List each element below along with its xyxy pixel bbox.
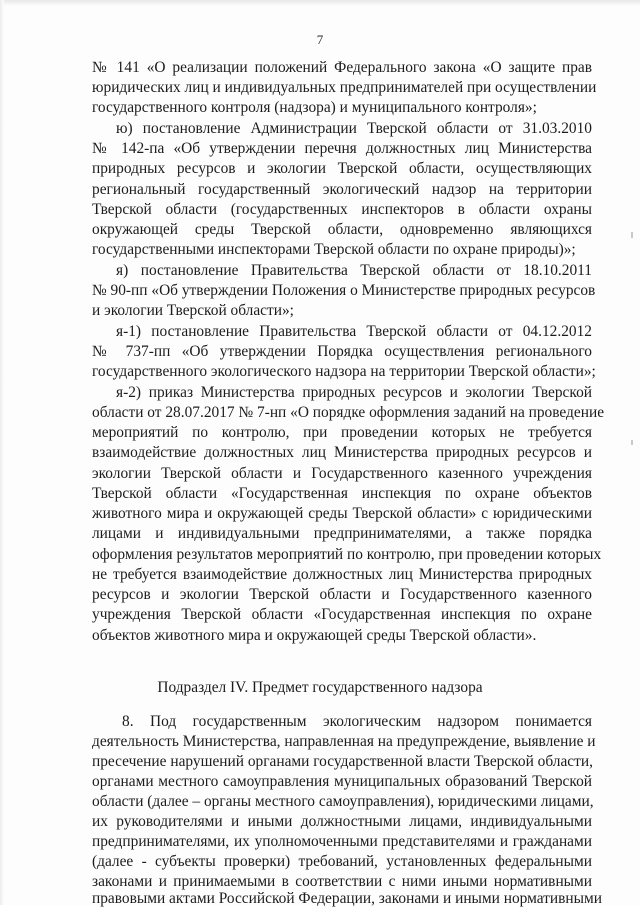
text-line: области от 28.07.2017 № 7-нп «О порядке оформления заданий на проведение [92,404,605,421]
text-line: ю) постановление Администрации Тверской области от 31.03.2010 [116,120,592,137]
text-line: Тверской области «Государственная инспекция по охране объектов [92,485,592,502]
text-line: ресурсов и экологии Тверской области и Государственного казенного [92,586,592,603]
section-heading: Подраздел IV. Предмет государственного надзора [157,679,483,696]
text-line: животного мира и окружающей среды Тверской области» с юридическими [92,505,592,522]
text-line: лицами и индивидуальными предпринимателями, а также порядка [92,525,592,542]
text-line: органами местного самоуправления муниципальных образований Тверской [92,773,592,790]
text-line: № 737-пп «Об утверждении Порядка осуществления регионального [92,343,592,360]
text-line: оформления результатов мероприятий по контролю, при проведении которых [92,546,602,563]
scan-artifact [631,440,633,445]
text-line: государственными инспекторами Тверской области по охране природы)»; [92,241,576,258]
text-line: деятельность Министерства, направленная на предупреждение, выявление и [92,733,596,750]
text-line: природных ресурсов и экологии Тверской области, осуществляющих [92,160,592,177]
text-line: № 142-па «Об утверждении перечня должностных лиц Министерства [92,140,592,157]
text-line: я-2) приказ Министерства природных ресурсов и экологии Тверской [116,384,592,401]
text-line: окружающей среды Тверской области, одновременно являющихся [92,221,592,238]
text-line: взаимодействие должностных лиц Министерства природных ресурсов и [92,444,592,461]
text-line: не требуется взаимодействие должностных лиц Министерства природных [92,566,592,583]
text-line: объектов животного мира и окружающей среды Тверской области». [92,627,537,644]
scan-artifact [631,232,633,238]
page-number: 7 [316,32,324,47]
text-line: (далее - субъекты проверки) требований, установленных федеральными [92,853,592,870]
text-line: государственного экологического надзора на территории Тверской области»; [92,363,596,380]
text-line: юридических лиц и индивидуальных предпринимателей при осуществлении [92,79,597,96]
text-line: я) постановление Правительства Тверской области от 18.10.2011 [116,262,592,279]
text-line: я-1) постановление Правительства Тверской области от 04.12.2012 [116,323,592,340]
text-line: экологии Тверской области и Государственного казенного учреждения [92,465,592,482]
text-line: Тверской области (государственных инспекторов в области охраны [92,201,592,218]
text-line: мероприятий по контролю, при проведении которых не требуется [92,424,592,441]
text-line: области (далее – органы местного самоуправления), юридическими лицами, [92,793,594,810]
scan-edge-left [0,0,4,905]
scan-edge-top [0,0,640,6]
text-line: законами и принимаемыми в соответствии с ними иными нормативными [92,873,592,890]
text-line: учреждения Тверской области «Государственная инспекция по охране [92,606,592,623]
text-line: 8. Под государственным экологическим надзором понимается [122,713,592,730]
text-line: предпринимателями, их уполномоченными представителями и гражданами [92,833,592,850]
text-line: правовыми актами Российской Федерации, законами и иными нормативными [92,890,602,907]
text-line: № 90-пп «Об утверждении Положения о Министерстве природных ресурсов [92,282,596,299]
text-line: государственного контроля (надзора) и муниципального контроля»; [92,99,537,116]
text-line: № 141 «О реализации положений Федерального закона «О защите прав [92,59,592,76]
text-line: их руководителями и иными должностными лицами, индивидуальными [92,813,592,830]
text-line: и экологии Тверской области»; [92,302,294,319]
text-line: пресечение нарушений органами государственной власти Тверской области, [92,753,593,770]
text-line: региональный государственный экологический надзор на территории [92,181,592,198]
